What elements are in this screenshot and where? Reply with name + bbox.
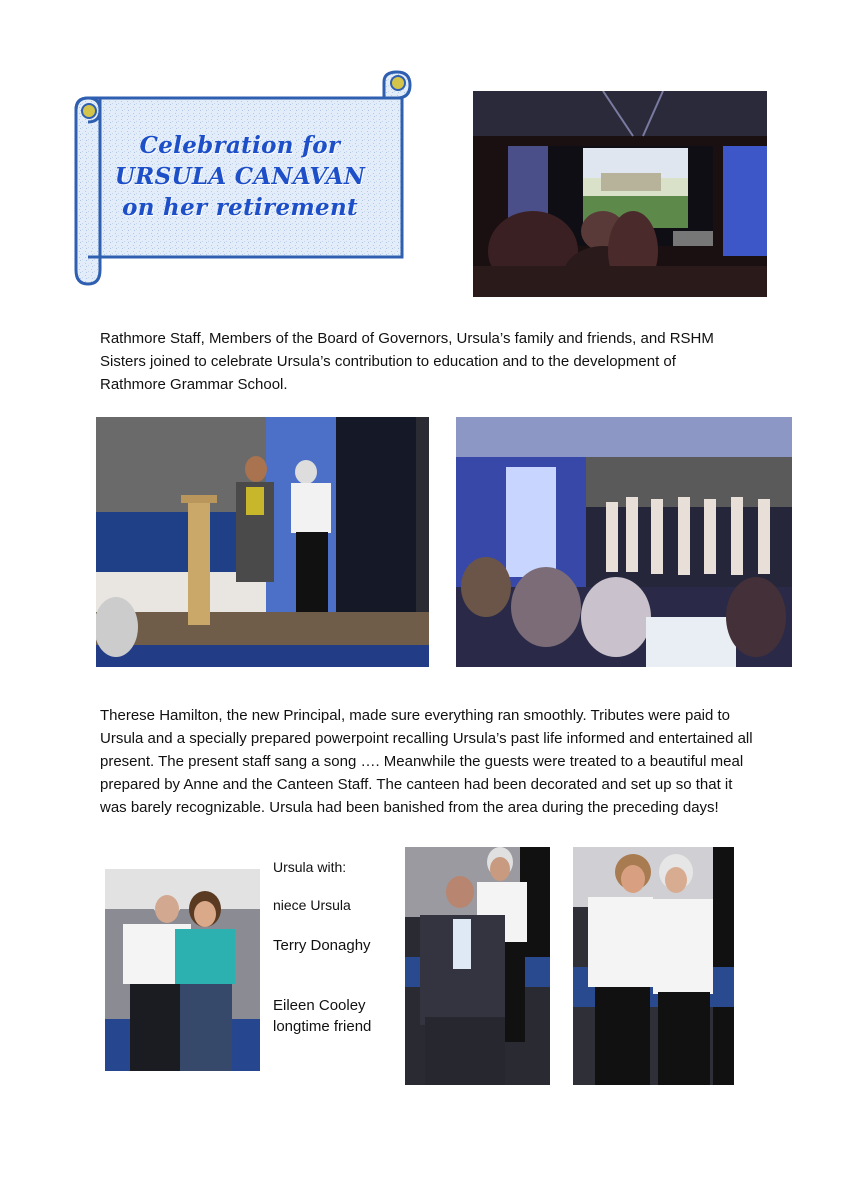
photo-ursula-eileen <box>573 847 734 1085</box>
caption-terry: Terry Donaghy <box>273 937 371 954</box>
caption-eileen-desc: longtime friend <box>273 1018 372 1035</box>
banner-line-1: Celebration for <box>139 132 341 159</box>
photo-stage-lectern <box>96 417 429 667</box>
caption-heading: Ursula with: <box>273 859 347 875</box>
banner-line-2: URSULA CANAVAN <box>114 163 366 190</box>
main-paragraph: Therese Hamilton, the new Principal, made sure everything ran smoothly. Tributes were paid to Ursula and a specially prepared powerpoint recalling Ursula’s past life informed and entertained all present. The present staff sang a song …. Meanwhile the guests were treated to a beautiful meal prepared by Anne and the Canteen Staff. The canteen had been decorated and set up so that it was barely recognizable. Ursula had been banished from the area during the preceding days! <box>100 707 753 816</box>
caption-niece: niece Ursula <box>273 897 351 913</box>
banner-line-3: on her retirement <box>122 194 358 221</box>
photo-ursula-terry <box>405 847 550 1085</box>
caption-eileen-name: Eileen Cooley <box>273 997 366 1014</box>
intro-paragraph: Rathmore Staff, Members of the Board of Governors, Ursula’s family and friends, and RSHM Sisters joined to celebrate Ursula’s contribution to education and to the development of Rathmore Grammar School. <box>100 330 714 393</box>
photo-projection-room <box>473 91 767 297</box>
banner-title <box>100 130 380 223</box>
photo-staff-choir <box>456 417 792 667</box>
photo-ursula-niece <box>105 869 260 1071</box>
